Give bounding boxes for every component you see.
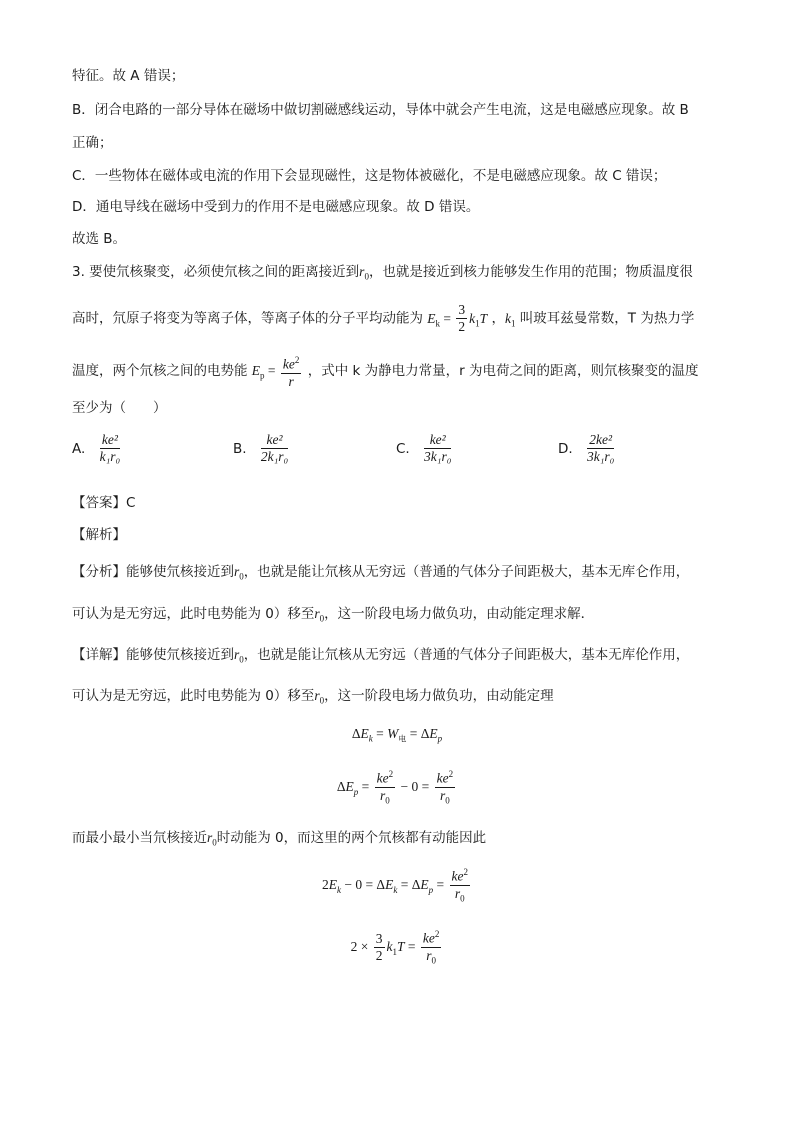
question-text: 高时，氘原子将变为等离子体，等离子体的分子平均动能为	[72, 310, 423, 327]
option-fraction: $\frac{\text{ke²}}{\text{3k₁r₀}}$	[424, 432, 452, 464]
text-line: 正确；	[72, 135, 113, 151]
question-line	[72, 352, 698, 390]
equation-1: $\Delta E_k = W_电 = \Delta E_p$	[351, 726, 443, 744]
option-label: A.	[72, 440, 86, 457]
analysis-line: 可认为是无穷远，此时电势能为 0）移至$r_0$，这一阶段电场力做负功，由动能定理求解．	[72, 606, 595, 624]
formula-ep: $E_p$ = $\frac{ke^2}{r}$	[252, 363, 308, 379]
text-line: 特征。故 A 错误；	[72, 68, 185, 84]
text-line: 故选 B。	[72, 231, 127, 247]
question-text: ，也就是接近到核力能够发生作用的范围；物质温度很	[368, 264, 693, 280]
text-line: C．一些物体在磁体或电流的作用下会显现磁性，这是物体被磁化，不是电磁感应现象。故 C 错误；	[72, 168, 667, 184]
question-text: 3. 要使氘核聚变，必须使氘核之间的距离接近到	[72, 264, 360, 280]
text-line: D．通电导线在磁场中受到力的作用不是电磁感应现象。故 D 错误。	[72, 199, 480, 215]
equation-3: $2E_k - 0 = \Delta E_k = \Delta E_p$ = $\frac{ke^2}{r_0}$	[0, 864, 794, 906]
option-b	[233, 432, 290, 465]
option-label: B.	[233, 440, 247, 457]
detail-line: 而最小最小当氘核接近$r_0$时动能为 0，而这里的两个氘核都有动能因此	[72, 830, 487, 848]
question-text: ，式中 k 为静电力常量，r 为电荷之间的距离，则氘核聚变的温度	[307, 362, 699, 379]
option-a	[72, 432, 122, 465]
option-label: D.	[558, 440, 573, 457]
question-line: 高时，氘原子将变为等离子体，等离子体的分子平均动能为 $E_k$ = $\frac{3}{2}$ $k_1T$ ，$k_1$ 叫玻耳兹曼常数，T 为热力学	[72, 302, 695, 334]
section-tag: 【分析】	[72, 564, 126, 580]
equation-2: $\Delta E_p$ = $\frac{ke^2}{r_0}$ − 0 = $\frac{ke^2}{r_0}$	[0, 766, 794, 808]
question-text: 叫玻耳兹曼常数，T 为热力学	[519, 310, 695, 327]
option-c	[396, 432, 453, 465]
question-text: 温度，两个氘核之间的电势能	[72, 362, 248, 379]
detail-line: 【详解】能够使氘核接近到$r_0$，也就是能让氘核从无穷远（普通的气体分子间距极大，基本无库伦作用，	[72, 647, 690, 665]
analysis-header: 【解析】	[72, 527, 126, 543]
option-fraction: $\frac{\text{ke²}}{\text{k₁r₀}}$	[99, 432, 121, 464]
text-line: B．闭合电路的一部分导体在磁场中做切割磁感线运动，导体中就会产生电流，这是电磁感应现象。故 B	[72, 102, 689, 118]
math-k1: $k_1$	[504, 310, 516, 329]
section-tag: 【详解】	[72, 647, 126, 663]
option-d	[558, 432, 616, 465]
formula-ek: $E_k$ = $\frac{3}{2}$ $k_1T$	[427, 302, 488, 334]
equation-4: 2 × $\frac{3}{2}$ $k_1T$ = $\frac{ke^2}{r_0}$	[0, 926, 794, 968]
detail-line: 可认为是无穷远，此时电势能为 0）移至$r_0$，这一阶段电场力做负功，由动能定理	[72, 688, 554, 706]
analysis-line: 【分析】能够使氘核接近到$r_0$，也就是能让氘核从无穷远（普通的气体分子间距极大，基本无库仑作用，	[72, 564, 690, 582]
math-r0: $r_0$	[359, 264, 369, 282]
question-line: 至少为（ ）	[72, 400, 167, 416]
option-fraction: $\frac{\text{2ke²}}{\text{3k₁r₀}}$	[586, 432, 615, 464]
answer-line: 【答案】C	[72, 495, 136, 511]
question-line	[72, 262, 693, 287]
option-label: C.	[396, 440, 410, 457]
option-fraction: $\frac{\text{ke²}}{\text{2k₁r₀}}$	[260, 432, 289, 464]
